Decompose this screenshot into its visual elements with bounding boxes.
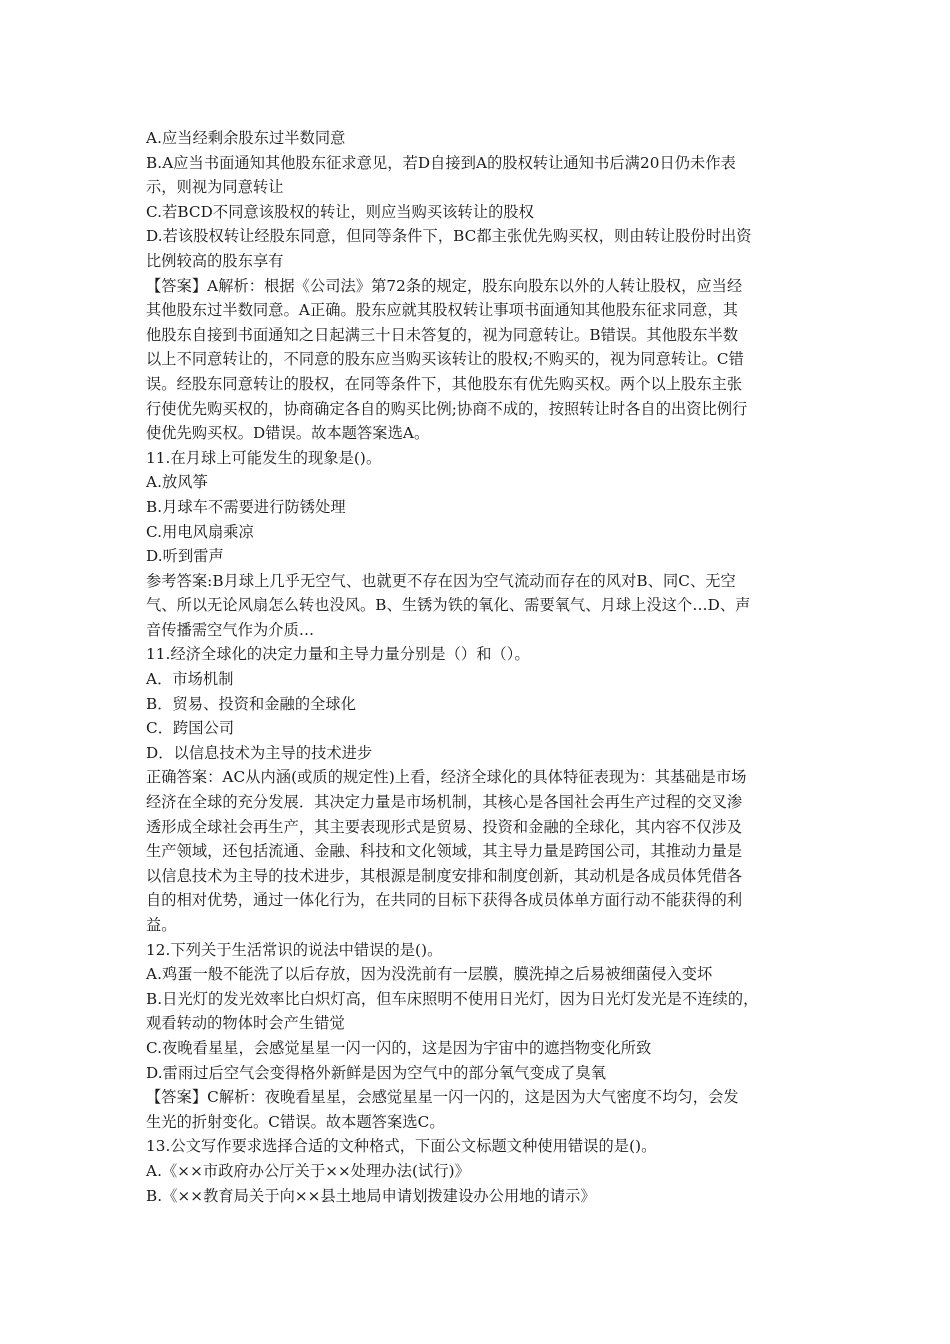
text-line: 观看转动的物体时会产生错觉 — [146, 1014, 345, 1033]
text-line: 【答案】A解析：根据《公司法》第72条的规定，股东向股东以外的人转让股权，应当经 — [146, 276, 743, 295]
text-line: 经济在全球的充分发展．其决定力量是市场机制，其核心是各国社会再生产过程的交叉渗 — [146, 793, 743, 812]
text-line: 13.公文写作要求选择合适的文种格式，下面公文标题文种使用错误的是()。 — [146, 1137, 657, 1156]
text-line: D.听到雷声 — [146, 547, 224, 566]
text-line: C.用电风扇乘凉 — [146, 522, 254, 541]
text-line: 以上不同意转让的，不同意的股东应当购买该转让的股权;不购买的，视为同意转让。C错 — [146, 350, 744, 369]
text-line: 其他股东过半数同意。A正确。股东应就其股权转让事项书面通知其他股东征求同意，其 — [146, 301, 738, 320]
text-line: 参考答案:B月球上几乎无空气、也就更不存在因为空气流动而存在的风对B、同C、无空 — [146, 571, 736, 590]
text-line: C.夜晚看星星，会感觉星星一闪一闪的，这是因为宇宙中的遮挡物变化所致 — [146, 1038, 652, 1057]
text-line: A.《××市政府办公厅关于××处理办法(试行)》 — [146, 1161, 470, 1180]
text-line: 【答案】C解析：夜晚看星星，会感觉星星一闪一闪的，这是因为大气密度不均匀，会发 — [146, 1088, 739, 1107]
text-line: 正确答案：AC从内涵(或质的规定性)上看，经济全球化的具体特征表现为：其基础是市场 — [146, 768, 747, 787]
text-line: 误。经股东同意转让的股权，在同等条件下，其他股东有优先购买权。两个以上股东主张 — [146, 374, 743, 393]
text-line: B.月球车不需要进行防锈处理 — [146, 497, 346, 516]
text-line: 他股东自接到书面通知之日起满三十日未答复的，视为同意转让。B错误。其他股东半数 — [146, 325, 739, 344]
text-line: B.日光灯的发光效率比白炽灯高，但车床照明不使用日光灯，因为日光灯发光是不连续的， — [146, 989, 759, 1008]
text-line: 12.下列关于生活常识的说法中错误的是()。 — [146, 940, 443, 959]
text-line: A.放风筝 — [146, 473, 208, 492]
text-line: 示，则视为同意转让 — [146, 178, 284, 197]
text-line: 音传播需空气作为介质… — [146, 620, 315, 639]
text-line: 11.在月球上可能发生的现象是()。 — [146, 448, 382, 467]
text-line: 11.经济全球化的决定力量和主导力量分别是（）和（）。 — [146, 645, 530, 664]
text-line: D.若该股权转让经股东同意，但同等条件下，BC都主张优先购买权，则由转让股份时出资 — [146, 227, 752, 246]
text-line: A.应当经剩余股东过半数同意 — [146, 129, 346, 147]
text-line: 生产领域，还包括流通、金融、科技和文化领域，其主导力量是跨国公司，其推动力量是 — [146, 842, 743, 861]
text-line: 自的相对优势，通过一体化行为，在共同的目标下获得各成员体单方面行动不能获得的利 — [146, 891, 743, 910]
text-line: 益。 — [146, 916, 177, 934]
text-line: B.A应当书面通知其他股东征求意见，若D自接到A的股权转让通知书后满20日仍未作表 — [146, 153, 736, 172]
text-line: 生光的折射变化。C错误。故本题答案选C。 — [146, 1112, 445, 1131]
text-line: 透形成全球社会再生产，其主要表现形式是贸易、投资和金融的全球化，其内容不仅涉及 — [146, 817, 743, 836]
text-line: B.《××教育局关于向××县土地局申请划拨建设办公用地的请示》 — [146, 1186, 596, 1205]
text-line: D．以信息技术为主导的技术进步 — [146, 743, 373, 762]
text-line: A.鸡蛋一般不能洗了以后存放，因为没洗前有一层膜，膜洗掉之后易被细菌侵入变坏 — [146, 965, 713, 984]
text-line: 使优先购买权。D错误。故本题答案选A。 — [146, 424, 430, 443]
text-line: B．贸易、投资和金融的全球化 — [146, 694, 356, 713]
text-line: A．市场机制 — [146, 670, 234, 689]
text-line: C.若BCD不同意该股权的转让，则应当购买该转让的股权 — [146, 202, 534, 221]
text-line: D.雷雨过后空气会变得格外新鲜是因为空气中的部分氧气变成了臭氧 — [146, 1063, 606, 1082]
text-line: 以信息技术为主导的技术进步，其根源是制度安排和制度创新，其动机是各成员体凭借各 — [146, 866, 743, 885]
text-line: 比例较高的股东享有 — [146, 251, 284, 270]
text-line: C．跨国公司 — [146, 719, 235, 738]
text-line: 气、所以无论风扇怎么转也没风。B、生锈为铁的氧化、需要氧气、月球上没这个…D、声 — [146, 596, 751, 615]
text-line: 行使优先购买权的，协商确定各自的购买比例;协商不成的，按照转让时各自的出资比例行 — [146, 399, 748, 418]
document-page — [146, 126, 814, 1208]
